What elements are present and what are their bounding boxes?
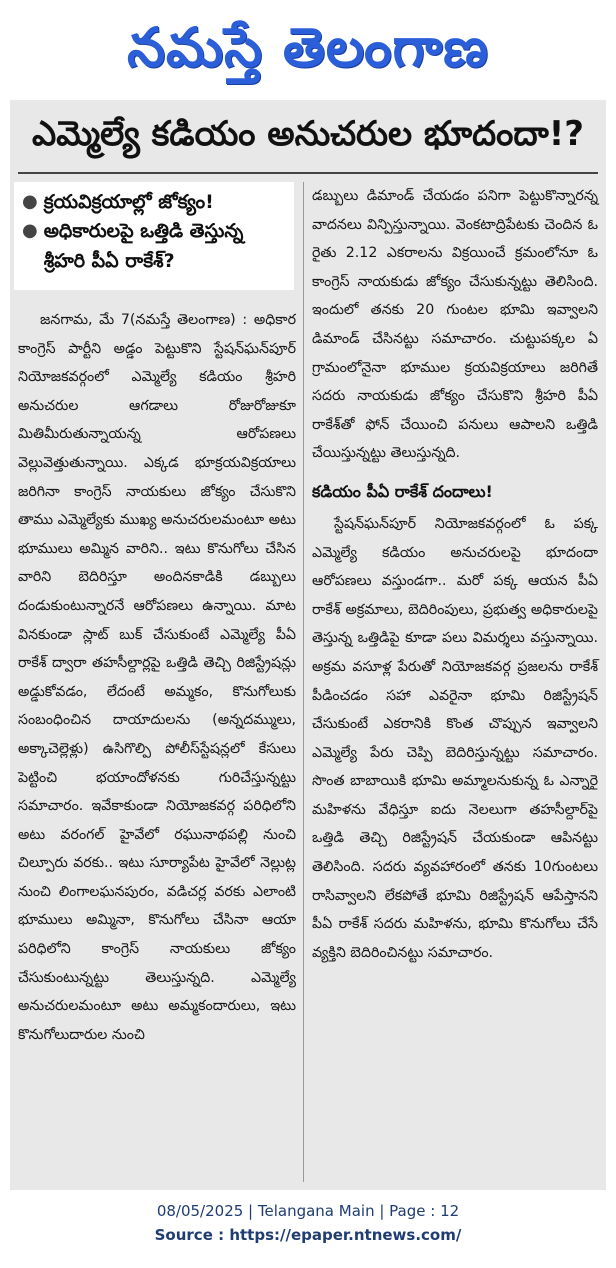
article-headline: ఎమ్మెల్యే కడియం అనుచరుల భూదందా!? bbox=[32, 114, 584, 154]
bullet-icon: ● bbox=[22, 220, 38, 242]
masthead bbox=[0, 0, 616, 96]
left-column bbox=[14, 182, 300, 1182]
highlight-text: అధికారులపై ఒత్తిడి తెస్తున్న శ్రీహరి పీఏ రాకేశ్? bbox=[43, 220, 244, 272]
bullet-icon: ● bbox=[22, 191, 38, 212]
page-footer bbox=[0, 1198, 616, 1268]
newspaper-logo-title: నమస్తే తెలంగాణ bbox=[127, 16, 489, 79]
article-body-right-continued: డబ్బులు డిమాండ్ చేయడం పనిగా పెట్టుకొన్నారన్న వాదనలు విన్పిస్తున్నాయి. వెంకటాద్రిపేటకు చెందిన ఓ రైతు 2.12 ఎకరాలను విక్రయించే క్రమంలోనూ ఓ కాంగ్రెస్ నాయకుడు జోక్యం చేసుకున్నట్టు తెలిసింది. ఇందులో తనకు 20 గుంటల భూమి ఇవ్వాలని డిమాండ్ చేసినట్టు సమాచారం. చుట్టుపక్కల ఏ గ్రామంలోనైనా భూముల క్రయవిక్రయాలు జరిగితే సదరు నాయకుడు జోక్యం చేసుకొని శ్రీహరి పీఏ రాకేశ్‌తో ఫోన్ చేయించి పనులు ఆపాలని ఒత్తిడి చేయిస్తున్నట్టు తెలుస్తున్నది. bbox=[312, 188, 598, 462]
column-divider bbox=[303, 182, 304, 1182]
headline-rule bbox=[18, 172, 598, 174]
article-body-right-second: స్టేషన్‌ఘన్‌పూర్ నియోజకవర్గంలో ఓ పక్క ఎమ్మెల్యే కడియం అనుచరులపై భూదందా ఆరోపణలు వస్తుండగా.. మరో పక్క ఆయన పీఏ రాకేశ్ అక్రమాలు, బెదిరింపులు, ప్రభుత్వ అధికారులపై తెస్తున్న ఒత్తిడిపై కూడా పలు విమర్శలు వస్తున్నాయి. అక్రమ వసూళ్ల పేరుతో నియోజకవర్గ ప్రజలను రాకేశ్ పీడించడం సహా ఎవరైనా భూమి రిజిస్ట్రేషన్ చేసుకుంటే ఎకరానికి కొంత చొప్పున ఇవ్వాలని ఎమ్మెల్యే పేరు చెప్పి బెదిరిస్తున్నట్టు సమాచారం. సొంత బాబాయికి భూమి అమ్మాలనుకున్న ఓ ఎన్నారై మహిళను వేధిస్తూ ఐదు నెలలుగా తహసీల్దార్‌పై ఒత్తిడి తెచ్చి రిజిస్ట్రేషన్ చేయకుండా ఆపినట్టు తెలిసింది. సదరు వ్యవహారంలో తనకు 10గుంటలు రాసివ్వాలని లేకపోతే భూమి రిజిస్ట్రేషన్ ఆపేస్తానని పీఏ రాకేశ్ సదరు మహిళను, భూమి కొనుగోలు చేసే వ్యక్తిని బెదిరించినట్టు సమాచారం. bbox=[312, 515, 598, 961]
article-subheading: కడియం పీఏ రాకేశ్ దందాలు! bbox=[312, 481, 493, 501]
edition-info: 08/05/2025 | Telangana Main | Page : 12 bbox=[156, 1202, 460, 1220]
highlights-box bbox=[14, 182, 294, 290]
news-clipping bbox=[10, 100, 606, 1190]
source-link[interactable]: Source : https://epaper.ntnews.com/ bbox=[154, 1226, 462, 1244]
article-body-left: జనగామ, మే 7(నమస్తే తెలంగాణ) : అధికార కాంగ్రెస్ పార్టీని అడ్డం పెట్టుకొని స్టేషన్‌ఘన్‌పూర్ నియోజకవర్గంలో ఎమ్మెల్యే కడియం శ్రీహరి అనుచరుల ఆగడాలు రోజురోజుకూ మితిమీరుతున్నాయన్న ఆరోపణలు వెల్లువెత్తుతున్నాయి. ఎక్కడ భూక్రయవిక్రయాలు జరిగినా కాంగ్రెస్ నాయకులు జోక్యం చేసుకొని తాము ఎమ్మెల్యేకు ముఖ్య అనుచరులమంటూ అటు భూములు అమ్మిన వారిని.. ఇటు కొనుగోలు చేసిన వారిని బెదిరిస్తూ అందినకాడికి డబ్బులు దండుకుంటున్నారనే ఆరోపణలు ఉన్నాయి. మాట వినకుండా స్లాట్ బుక్ చేసుకుంటే ఎమ్మెల్యే పీఏ రాకేశ్ ద్వారా తహసీల్దార్లపై ఒత్తిడి తెచ్చి రిజిస్ట్రేషన్లు అడ్డుకోవడం, లేదంటే అమ్మకం, కొనుగోలుకు సంబంధించిన దాయాదులను (అన్నదమ్ములు, అక్కాచెల్లెళ్లు) ఉసిగొల్పి పోలీస్‌స్టేషన్లలో కేసులు పెట్టించి భయాందోళనకు గురిచేస్తున్నట్టు సమాచారం. ఇవేకాకుండా నియోజకవర్గ పరిధిలోని అటు వరంగల్ హైవేలో రఘునాథపల్లి నుంచి చిల్పూరు వరకు.. ఇటు సూర్యాపేట హైవేలో నెల్లుట్ల నుంచి లింగాలఘనపురం, వడిచర్ల వరకు ఎలాంటి భూములు అమ్మినా, కొనుగోలు చేసినా ఆయా పరిధిలోని కాంగ్రెస్ నాయకులు జోక్యం చేసుకుంటున్నట్టు తెలుస్తున్నది. ఎమ్మెల్యే అనుచరులమంటూ అటు అమ్మకందారులు, ఇటు కొనుగోలుదారుల నుంచి bbox=[18, 312, 296, 1043]
highlight-item bbox=[22, 188, 286, 217]
highlight-item bbox=[22, 217, 286, 276]
right-column bbox=[308, 182, 602, 1182]
highlight-text: క్రయవిక్రయాల్లో జోక్యం! bbox=[43, 191, 214, 213]
